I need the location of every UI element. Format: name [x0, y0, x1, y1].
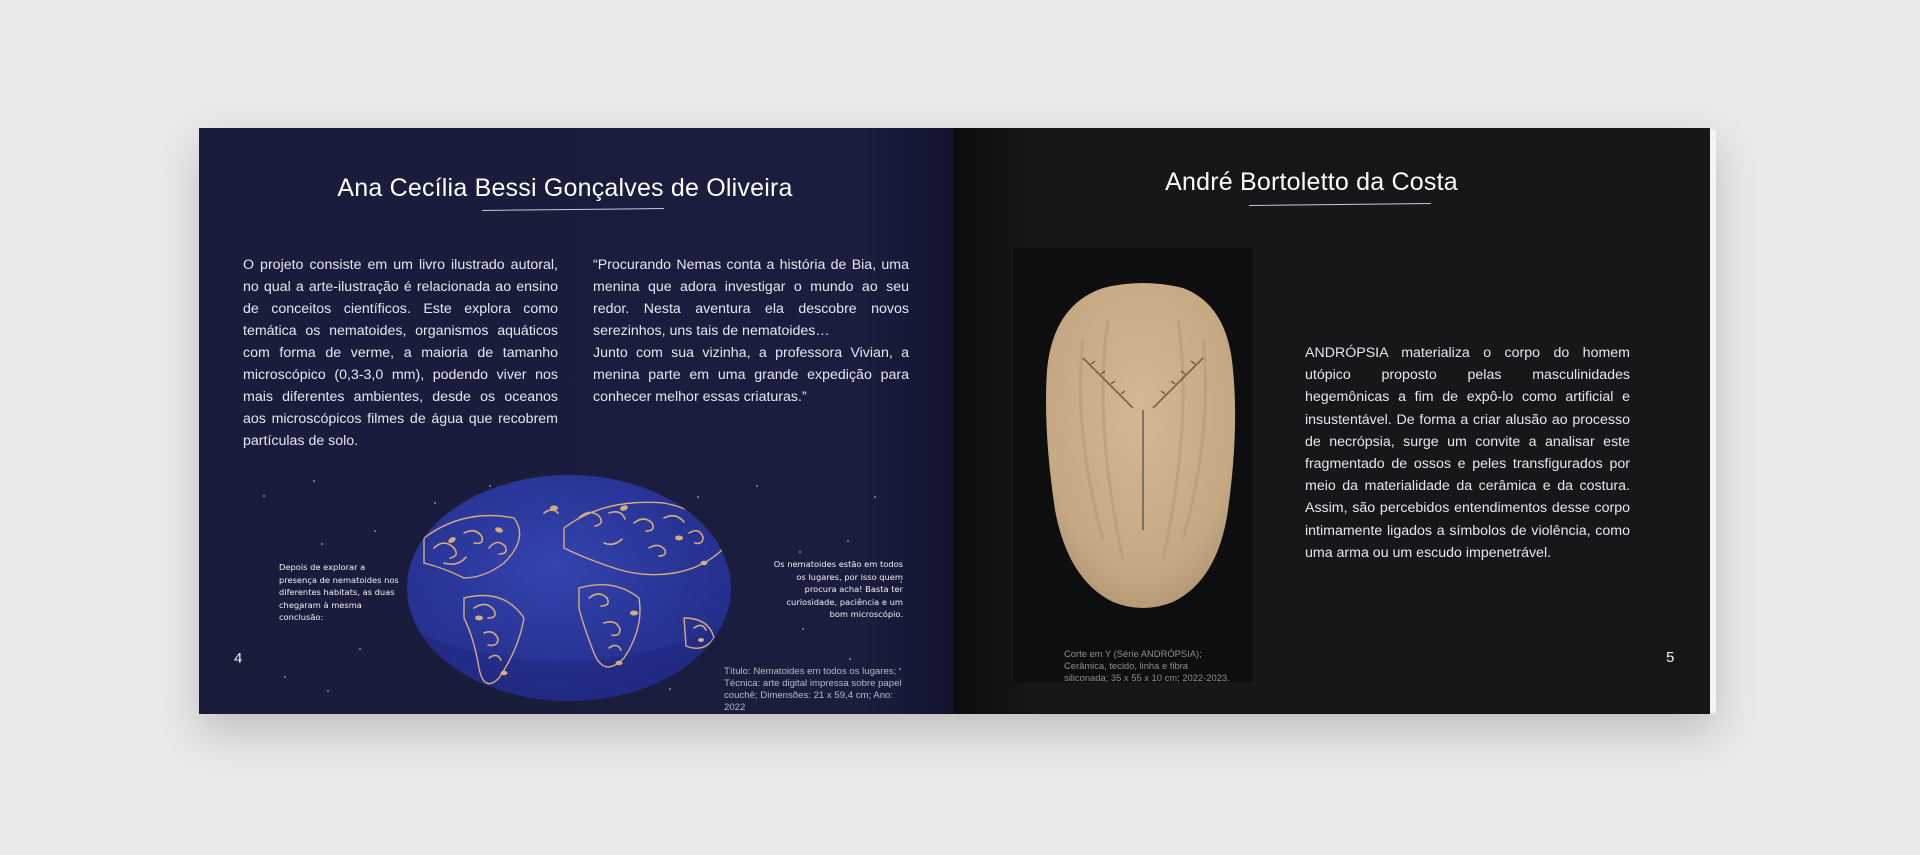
artwork-caption-left: Título: Nematoides em todos os lugares; Técnica: arte digital impressa sobre papel couchê; Dimensões: 21 x 59,4 cm; Ano: 2022 [724, 666, 902, 713]
right-page [953, 128, 1710, 714]
artist-statement [1305, 342, 1630, 564]
paragraph: ANDRÓPSIA materializa o corpo do homem utópico proposto pelas masculinidades hegemônicas a fim de expô-lo como artificial e insustentável. De forma a criar alusão ao processo de necrópsia, surge um convite a analisar este fragmentado de ossos e peles transfigurados por meio da materialidade da cerâmica e da costura. Assim, são percebidos entendimentos desse corpo intimamente ligados a símbolos de violência, como uma arma ou um escudo impenetrável. [1305, 345, 1630, 561]
page-number-right: 5 [1666, 649, 1675, 666]
handwritten-text-left: Depois de explorar a presença de nematoides nos diferentes habitats, as duas chegaram à mesma conclusão: [279, 562, 399, 622]
title-underline-left [482, 208, 664, 211]
left-page [199, 128, 953, 714]
paragraph: “Procurando Nemas conta a história de Bia, uma menina que adora investigar o mundo ao seu redor. Nesta aventura ela descobre novos serezinhos, uns tais de nematoides… [593, 257, 909, 339]
paragraph: Junto com sua vizinha, a professora Vivian, a menina parte em uma grande expedição para conhecer melhor essas criaturas.” [593, 345, 909, 405]
text-column-1 [243, 254, 558, 452]
text-column-2 [593, 254, 909, 408]
page-title-left: Ana Cecília Bessi Gonçalves de Oliveira [337, 174, 793, 202]
ceramic-artwork [1033, 280, 1253, 614]
globe-illustration [404, 468, 744, 708]
title-underline-right [1249, 203, 1431, 206]
page-title-right: André Bortoletto da Costa [1165, 168, 1458, 196]
page-edge [1710, 130, 1716, 712]
handwritten-text-right: Os nematoides estão em todos os lugares, por isso quem procura acha! Basta ter curiosidade, paciência e um bom microscópio. [773, 559, 903, 619]
paragraph: O projeto consiste em um livro ilustrado autoral, no qual a arte-ilustração é relacionada ao ensino de conceitos científicos. Este explora como temática os nematoides, organismos aquáticos com forma de verme, a maioria de tamanho microscópico (0,3-3,0 mm), podendo viver nos mais diferentes ambientes, desde os oceanos aos microscópicos filmes de água que recobrem partículas de solo. [243, 257, 558, 449]
artwork-caption-right: Corte em Y (Série ANDRÓPSIA); Cerâmica, tecido, linha e fibra siliconada; 35 x 55 x 10 cm; 2022-2023. [1064, 648, 1230, 683]
page-number-left: 4 [234, 650, 243, 667]
